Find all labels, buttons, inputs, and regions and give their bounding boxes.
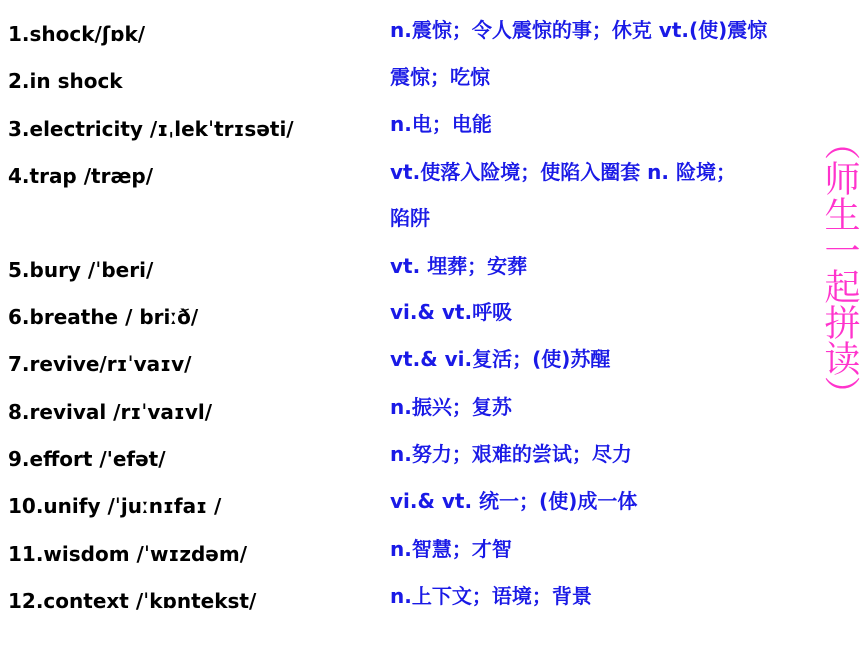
vocab-word: 11.wisdom /ˈwɪzdəm/ (8, 542, 248, 566)
vocab-word: 8.revival /rɪˈvaɪvl/ (8, 400, 213, 424)
vocab-definition: vt. 埋葬；安葬 (390, 254, 528, 278)
vocab-definition: n.震惊；令人震惊的事；休克 vt.(使)震惊 (390, 18, 768, 42)
vocab-definition: vt.& vi.复活；(使)苏醒 (390, 347, 611, 371)
vocab-word: 4.trap /træp/ (8, 164, 154, 188)
vocab-definition: n.电；电能 (390, 112, 492, 136)
vocab-word: 10.unify /ˈjuːnɪfaɪ / (8, 494, 222, 518)
vocab-word: 9.effort /'efət/ (8, 447, 166, 471)
vocab-definition: n.智慧；才智 (390, 537, 512, 561)
vocab-definition: n.振兴；复苏 (390, 395, 512, 419)
vocab-definition: 震惊；吃惊 (390, 65, 490, 89)
vocab-word: 7.revive/rɪˈvaɪv/ (8, 352, 192, 376)
vocab-word: 12.context /ˈkɒntekst/ (8, 589, 257, 613)
vocab-definition: vt.使落入险境；使陷入圈套 n. 险境； (390, 160, 736, 184)
vocab-word: 1.shock/ʃɒk/ (8, 22, 146, 46)
vocab-word: 2.in shock (8, 69, 123, 93)
vocab-definition: n.努力；艰难的尝试；尽力 (390, 442, 632, 466)
vocab-definition: vi.& vt. 统一；(使)成一体 (390, 489, 638, 513)
vocab-word: 5.bury /ˈberi/ (8, 258, 154, 282)
vocab-definition: vi.& vt.呼吸 (390, 300, 513, 324)
read-together-note: （师生一起拼读） (819, 124, 860, 412)
vocab-definition: 陷阱 (390, 206, 430, 230)
vocab-definition: n.上下文；语境；背景 (390, 584, 592, 608)
vocab-word: 6.breathe / briːð/ (8, 305, 199, 329)
vocab-word: 3.electricity /ɪˌlekˈtrɪsəti/ (8, 117, 294, 141)
